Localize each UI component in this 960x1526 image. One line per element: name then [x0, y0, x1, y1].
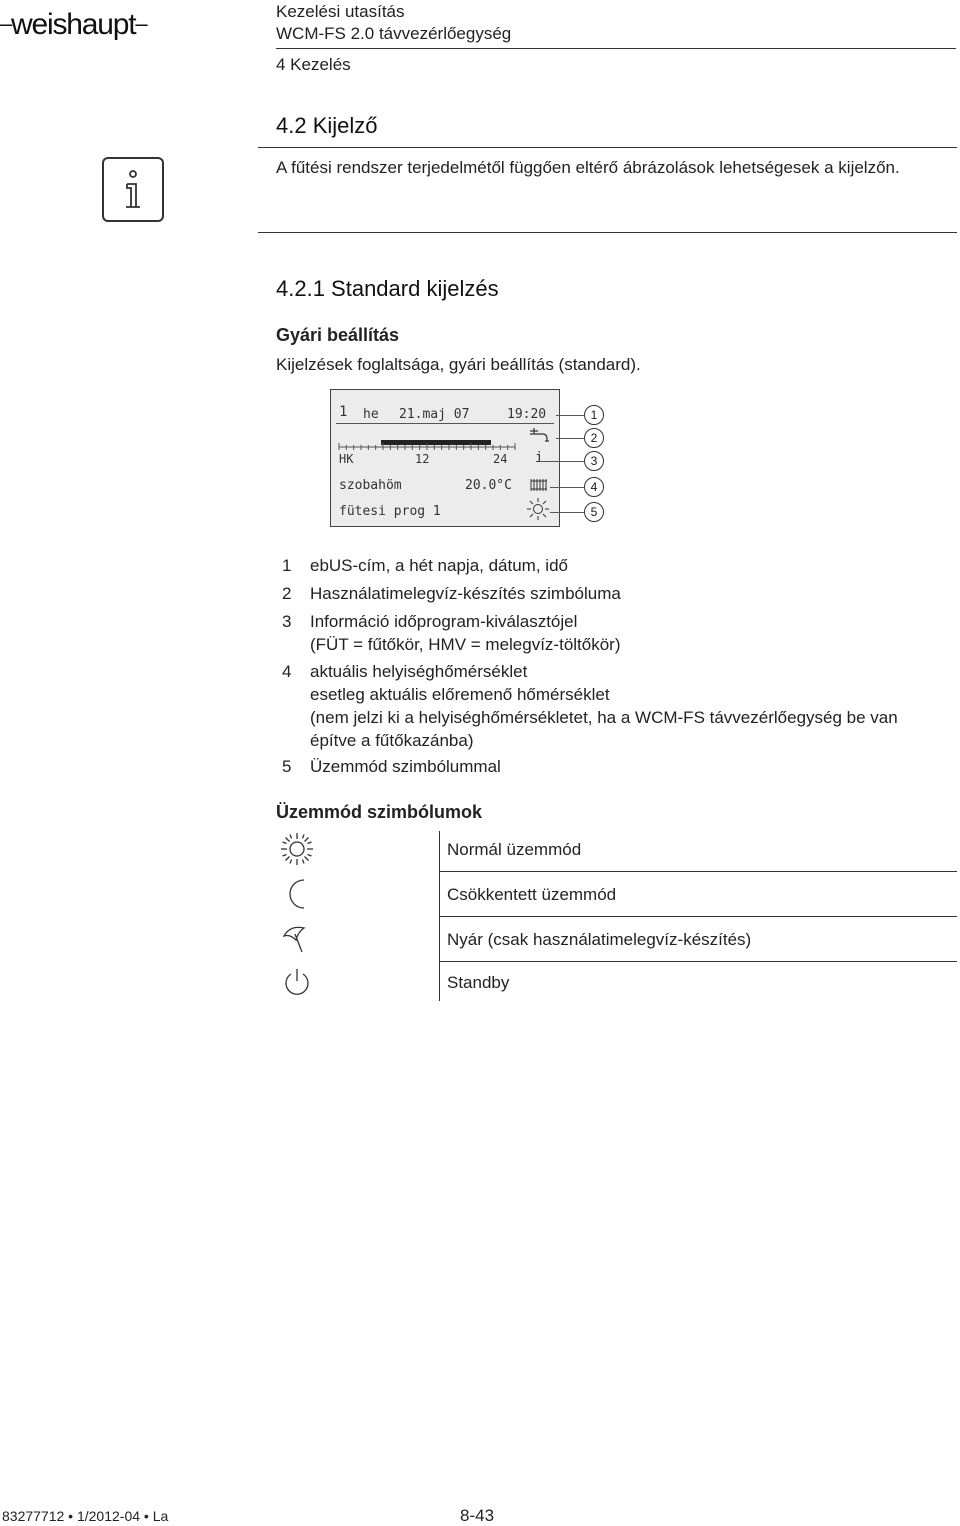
- legend-item-1: ebUS-cím, a hét napja, dátum, idő: [310, 556, 568, 575]
- doc-title: Kezelési utasítás: [276, 2, 405, 21]
- tick-24-label: 24: [493, 452, 508, 466]
- legend-item-4: aktuális helyiséghőmérséklet esetleg aktuális előremenő hőmérséklet (nem jelzi ki a helyiséghőmérsékletet, ha a WCM-FS távvezérlőegység be van építve a fűtőkazánba): [310, 662, 898, 750]
- callout-line-5: [550, 512, 584, 513]
- program-label: fütesi prog 1: [339, 504, 441, 519]
- legend-num-1: 1: [282, 556, 292, 575]
- callout-3: 3: [584, 451, 604, 471]
- header-rule: [276, 48, 956, 49]
- doc-subtitle: WCM-FS 2.0 távvezérlőegység: [276, 24, 512, 43]
- callout-1: 1: [584, 405, 604, 425]
- info-mark: i: [535, 450, 544, 466]
- subsection-title: 4.2.1 Standard kijelzés: [276, 276, 499, 301]
- page-number: 8-43: [460, 1506, 495, 1525]
- note-top-rule: [258, 147, 957, 148]
- tap-icon: [527, 427, 549, 445]
- chapter-title: 4 Kezelés: [276, 55, 351, 74]
- info-icon: [104, 159, 162, 220]
- time-label: 19:20: [507, 407, 547, 422]
- callout-2: 2: [584, 428, 604, 448]
- weishaupt-logo: –weishaupt–: [0, 8, 147, 41]
- circuit-label: HK: [339, 452, 354, 466]
- modes-row-rule-2: [439, 916, 957, 917]
- temperature-value: 20.0°C: [465, 478, 512, 493]
- callout-line-2: [556, 438, 584, 439]
- moon-icon: [280, 877, 314, 911]
- callout-5: 5: [584, 502, 604, 522]
- section-title: 4.2 Kijelző: [276, 113, 378, 138]
- mode-label-standby: Standby: [447, 973, 510, 992]
- mode-label-normal: Normál üzemmód: [447, 840, 582, 859]
- date-label: 21.maj 07: [399, 407, 470, 422]
- factory-settings-heading: Gyári beállítás: [276, 325, 400, 345]
- legend-num-4: 4: [282, 662, 292, 681]
- doc-number: 83277712 • 1/2012-04 • La: [2, 1508, 169, 1524]
- callout-4: 4: [584, 477, 604, 497]
- note-bottom-rule: [258, 232, 957, 233]
- info-box: [102, 157, 164, 222]
- info-text: A fűtési rendszer terjedelmétől függően eltérő ábrázolások lehetségesek a kijelzőn.: [276, 158, 900, 177]
- bus-address: 1: [339, 404, 348, 420]
- display-intro: Kijelzések foglaltsága, gyári beállítás (standard).: [276, 355, 641, 374]
- standby-icon: [280, 965, 314, 999]
- top-divider: [336, 423, 554, 424]
- callout-line-1: [556, 415, 584, 416]
- legend-num-5: 5: [282, 757, 292, 776]
- day-label: he: [363, 407, 379, 422]
- callout-line-3: [540, 461, 584, 462]
- radiator-icon: [530, 478, 548, 492]
- umbrella-icon: [280, 922, 314, 956]
- time-bar: [337, 436, 517, 452]
- sun-icon: [527, 498, 549, 520]
- mode-label-summer: Nyár (csak használatimelegvíz-készítés): [447, 930, 752, 949]
- legend-num-3: 3: [282, 612, 292, 631]
- mode-label-reduced: Csökkentett üzemmód: [447, 885, 617, 904]
- callout-line-4: [550, 487, 584, 488]
- modes-heading: Üzemmód szimbólumok: [276, 802, 483, 822]
- modes-row-rule-3: [439, 961, 957, 962]
- legend-item-5: Üzemmód szimbólummal: [310, 757, 501, 776]
- lcd-display: [330, 389, 560, 527]
- legend-item-2: Használatimelegvíz-készítés szimbóluma: [310, 584, 621, 603]
- tick-12-label: 12: [415, 452, 430, 466]
- legend-item-3: Információ időprogram-kiválasztójel (FÜT = fűtőkör, HMV = melegvíz-töltőkör): [310, 612, 621, 654]
- modes-row-rule-1: [439, 871, 957, 872]
- room-label: szobahöm: [339, 478, 402, 493]
- legend-num-2: 2: [282, 584, 292, 603]
- sun-icon: [280, 832, 314, 866]
